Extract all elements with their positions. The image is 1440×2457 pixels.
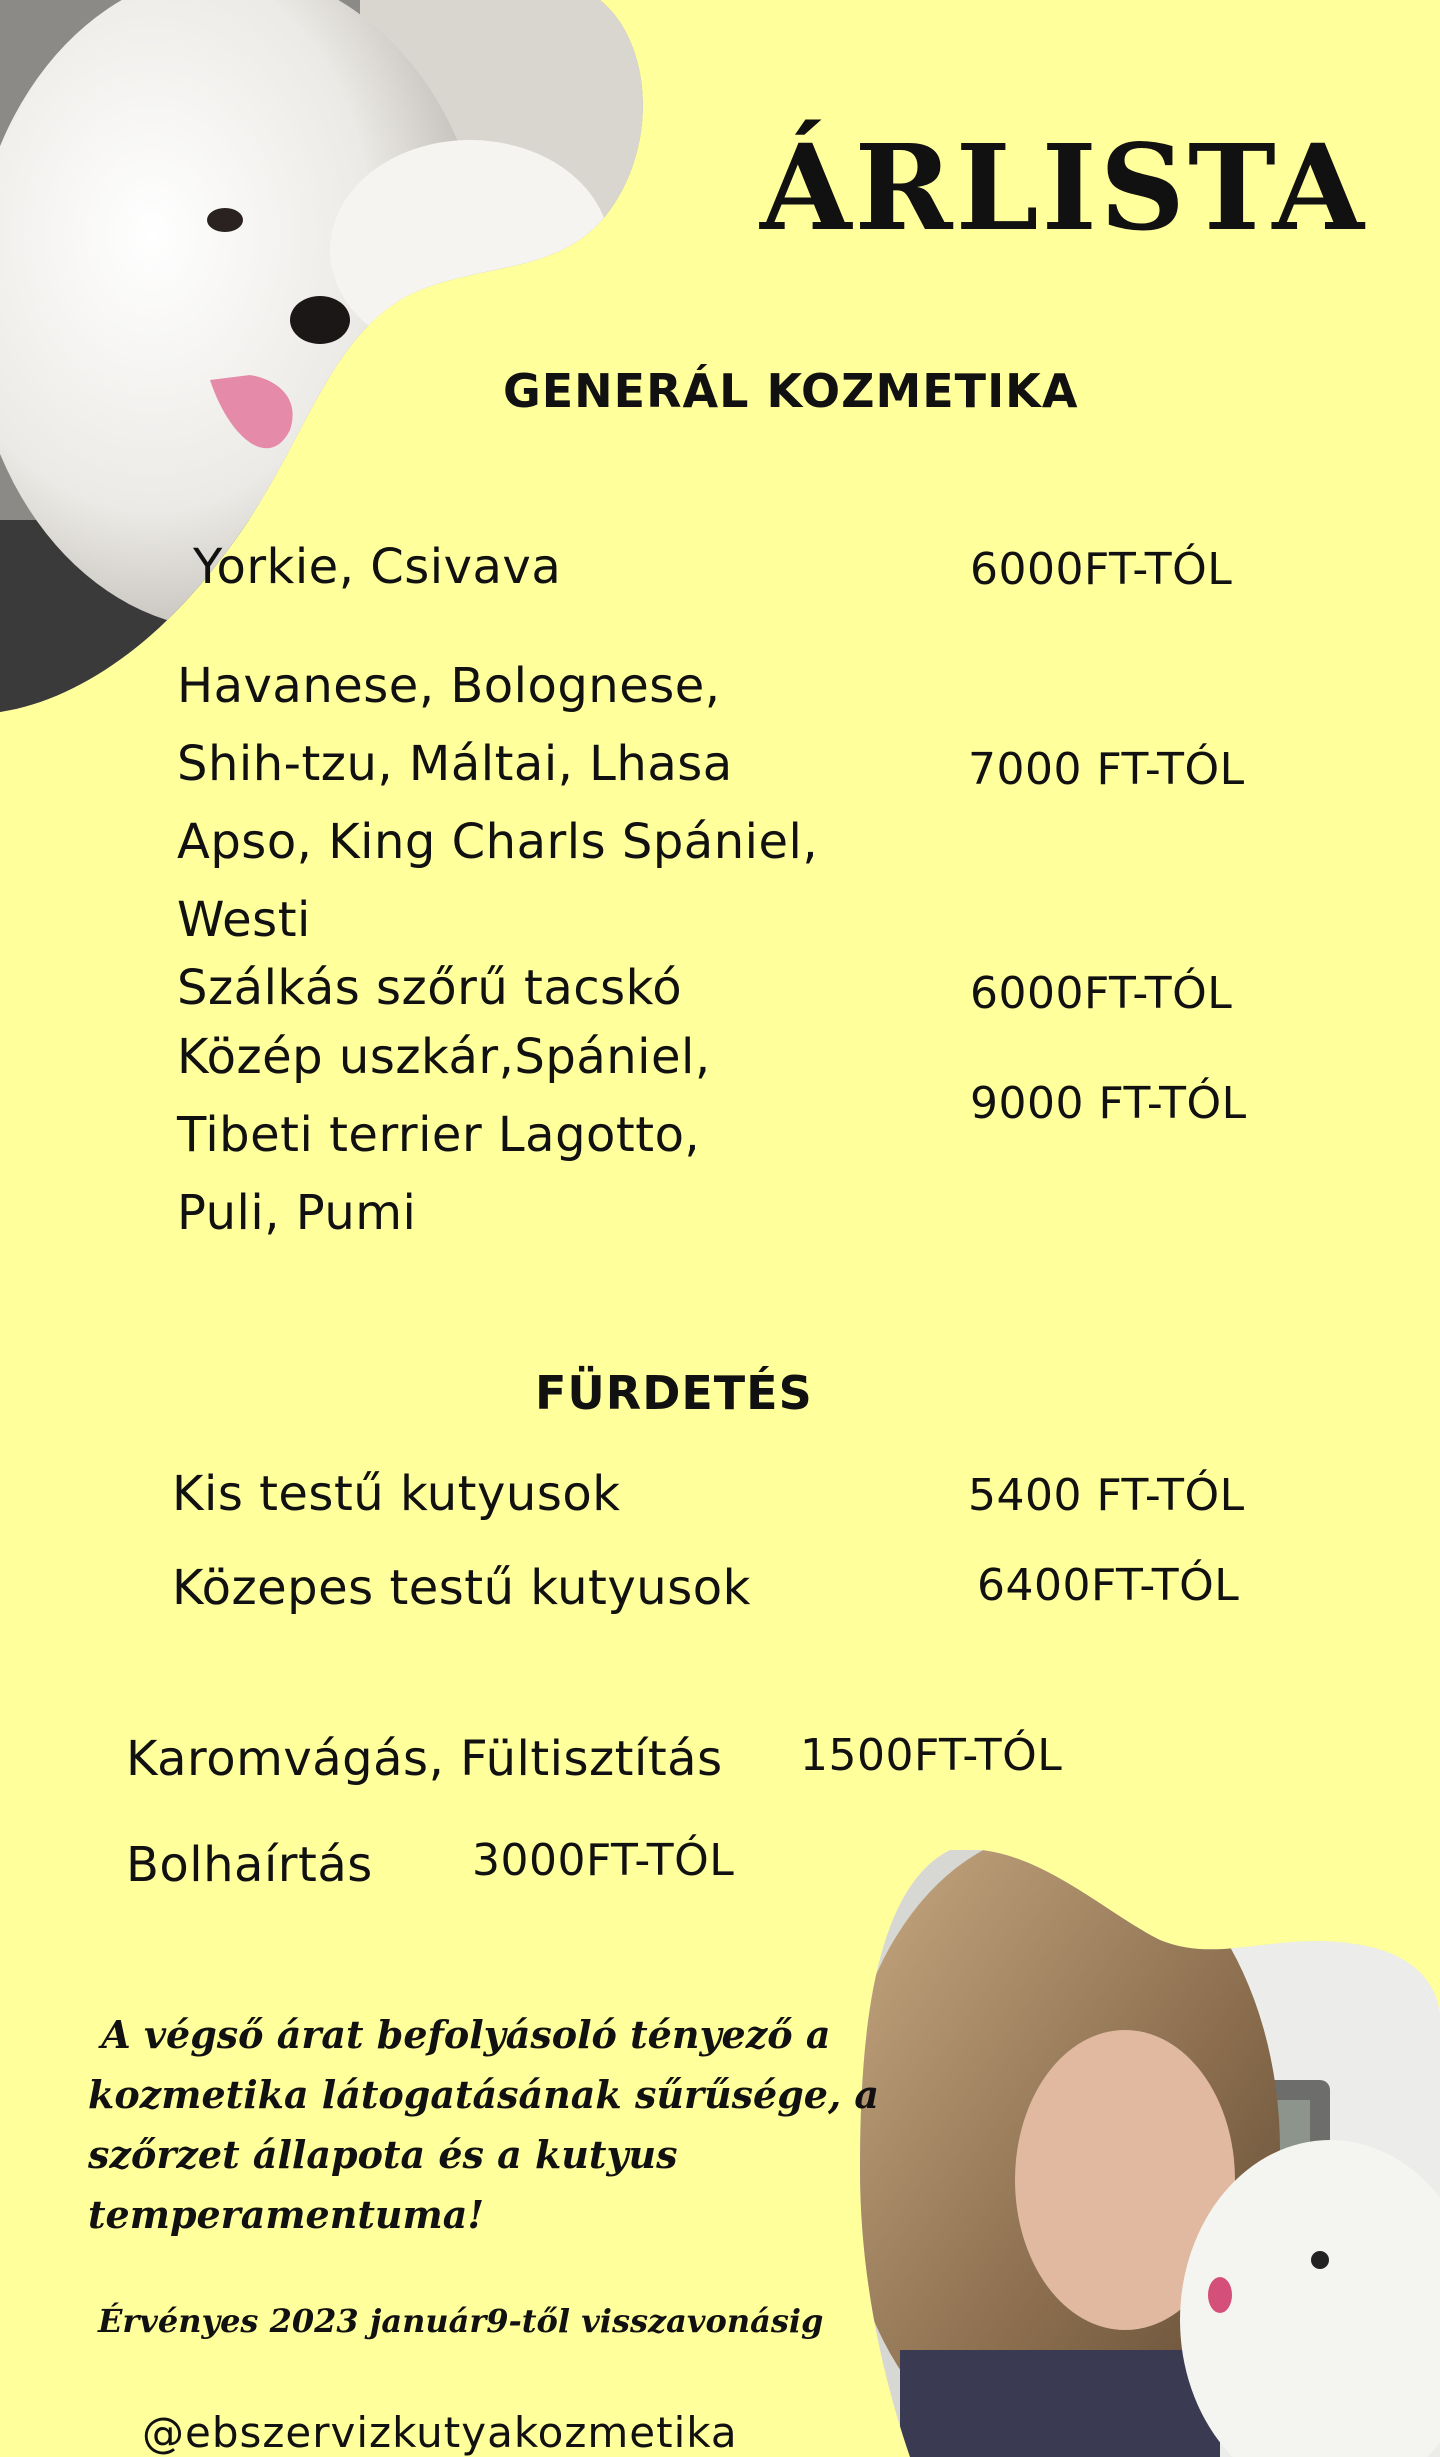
note-line: kozmetika látogatásának sűrűsége, a	[88, 2072, 880, 2117]
item-name-line: Tibeti terrier Lagotto,	[177, 1107, 701, 1163]
item-name-line: Shih-tzu, Máltai, Lhasa	[177, 736, 733, 792]
item-name: Yorkie, Csivava	[193, 539, 562, 595]
page-title: ÁRLISTA	[760, 118, 1367, 257]
dog-photo-top	[0, 0, 700, 720]
note-line: temperamentuma!	[88, 2192, 485, 2237]
section-heading-general: GENERÁL KOZMETIKA	[503, 364, 1079, 418]
price-extra-1: 1500FT-TÓL	[800, 1730, 1063, 1781]
price-general-1: 6000FT-TÓL	[970, 544, 1233, 595]
list-item-extra-2: Bolhaírtás	[126, 1837, 373, 1893]
owner-dog-photo-bottom	[860, 1850, 1440, 2457]
list-item-general-1	[193, 528, 561, 606]
item-name-line: Havanese, Bolognese,	[177, 658, 721, 714]
price-general-3: 6000FT-TÓL	[970, 968, 1233, 1019]
price-extra-2: 3000FT-TÓL	[472, 1835, 735, 1886]
price-general-2: 7000 FT-TÓL	[968, 744, 1245, 795]
note-line: A végső árat befolyásoló tényező a	[88, 2012, 831, 2057]
note-line: szőrzet állapota és a kutyus	[88, 2132, 678, 2177]
list-item-general-2	[177, 647, 818, 959]
item-name: Szálkás szőrű tacskó	[177, 960, 683, 1016]
list-item-general-4	[177, 1018, 711, 1252]
price-furdetes-1: 5400 FT-TÓL	[968, 1470, 1245, 1521]
list-item-extra-1: Karomvágás, Fültisztítás	[126, 1731, 723, 1787]
item-name-line: Puli, Pumi	[177, 1185, 417, 1241]
list-item-furdetes-2: Közepes testű kutyusok	[172, 1560, 751, 1616]
list-item-furdetes-1: Kis testű kutyusok	[172, 1466, 621, 1522]
list-item-general-3	[177, 949, 682, 1027]
price-general-4: 9000 FT-TÓL	[970, 1078, 1247, 1129]
validity-text: Érvényes 2023 január9-től visszavonásig	[98, 2302, 824, 2340]
price-furdetes-2: 6400FT-TÓL	[977, 1560, 1240, 1611]
social-handle: @ebszervizkutyakozmetika	[142, 2408, 738, 2457]
item-name-line: Westi	[177, 892, 311, 948]
item-name-line: Közép uszkár,Spániel,	[177, 1029, 711, 1085]
item-name-line: Apso, King Charls Spániel,	[177, 814, 819, 870]
section-heading-furdetes: FÜRDETÉS	[535, 1366, 813, 1420]
pricing-note	[88, 2005, 888, 2245]
